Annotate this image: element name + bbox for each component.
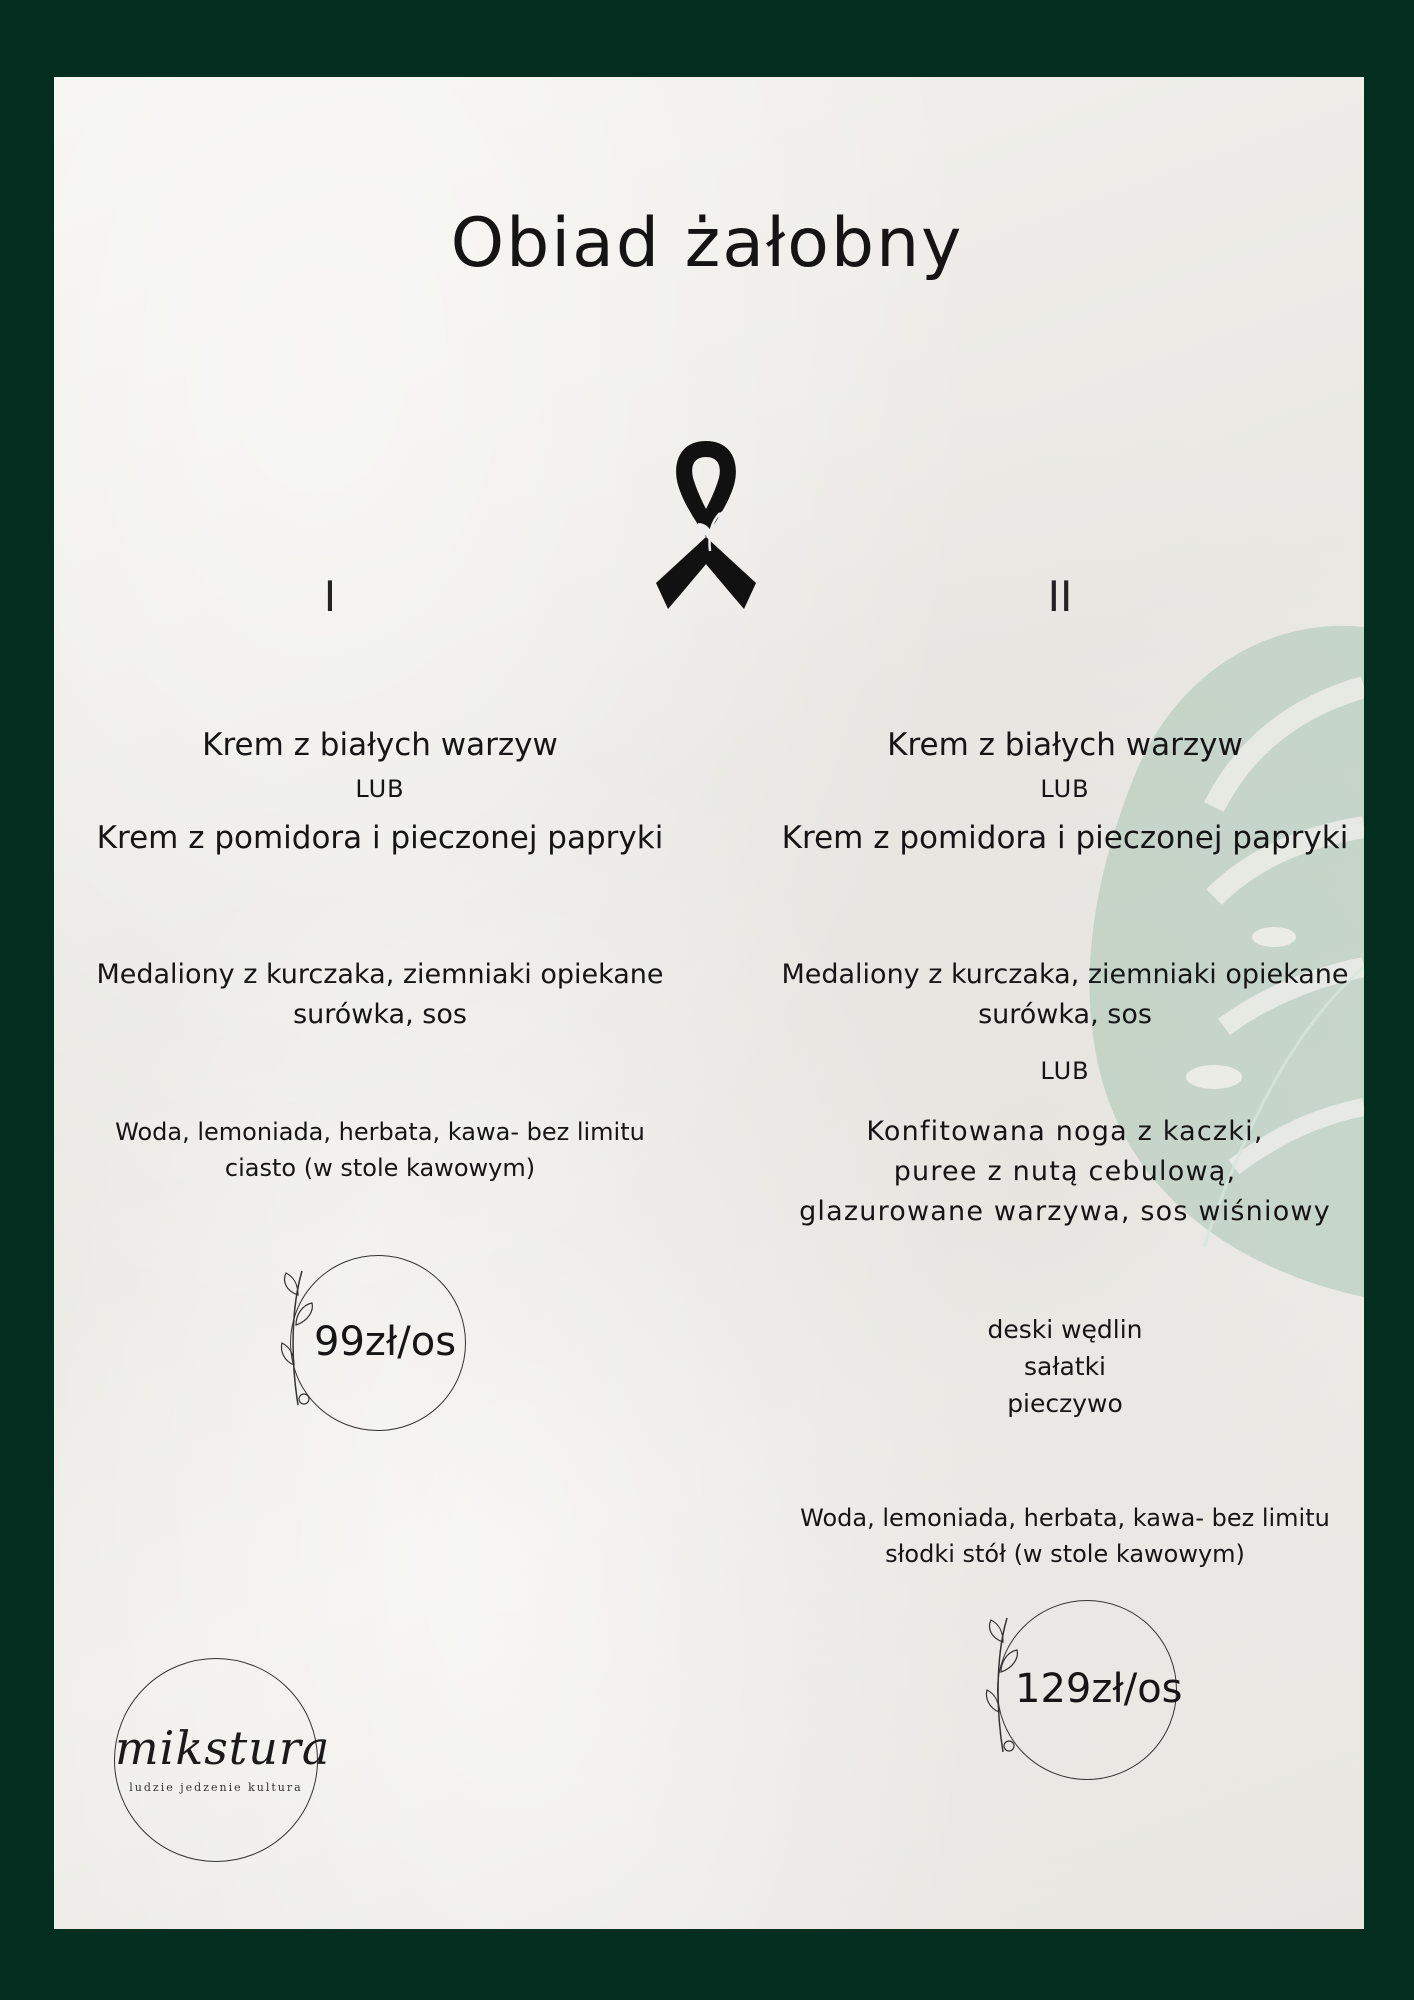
mikstura-logo [114,1658,331,1862]
menu-two-drinks-line1: Woda, lemoniada, herbata, kawa- bez limitu [800,1504,1330,1532]
menu-two-soup-a: Krem z białych warzyw [887,727,1243,763]
menu-one-main-line2: surówka, sos [293,999,467,1030]
menu-two-soup-b: Krem z pomidora i pieczonej papryki [781,820,1349,856]
menu-two-main-line1: Medaliony z kurczaka, ziemniaki opiekane [781,959,1349,990]
menu-one-soup-a: Krem z białych warzyw [202,727,558,763]
menu-one-or-label: LUB [355,775,405,803]
menu-two-or-label-2: LUB [1040,1057,1090,1085]
menu-one-main-line1: Medaliony z kurczaka, ziemniaki opiekane [96,959,664,990]
menu-one-drinks-line2: ciasto (w stole kawowym) [224,1154,536,1182]
logo-tagline: ludzie jedzenie kultura [129,1781,303,1794]
menu-one-drinks-line1: Woda, lemoniada, herbata, kawa- bez limitu [115,1118,645,1146]
menu-one-price-badge [280,1255,470,1435]
menu-two-main-line2: surówka, sos [978,999,1152,1030]
menu-two-or-label: LUB [1040,775,1090,803]
menu-one-price: 99zł/os [314,1319,457,1365]
menu-two-numeral: II [1047,572,1073,621]
menu-two-alt-line2: puree z nutą cebulową, [893,1156,1237,1187]
menu-two-price-badge [985,1600,1185,1784]
menu-two-alt-line3: glazurowane warzywa, sos wiśniowy [799,1196,1331,1227]
menu-one-numeral: I [323,572,337,621]
menu-two-price: 129zł/os [1015,1666,1183,1712]
menu-two-alt-line1: Konfitowana noga z kaczki, [866,1116,1264,1147]
menu-two-extras-line1: deski wędlin [987,1315,1143,1344]
menu-two-extras-line2: sałatki [1024,1352,1106,1381]
menu-one-soup-b: Krem z pomidora i pieczonej papryki [96,820,664,856]
menu-two-drinks-line2: słodki stół (w stole kawowym) [885,1540,1245,1568]
logo-name: mikstura [115,1721,331,1775]
menu-two-extras-line3: pieczywo [1007,1389,1123,1418]
page-title: Obiad żałobny [450,204,964,283]
